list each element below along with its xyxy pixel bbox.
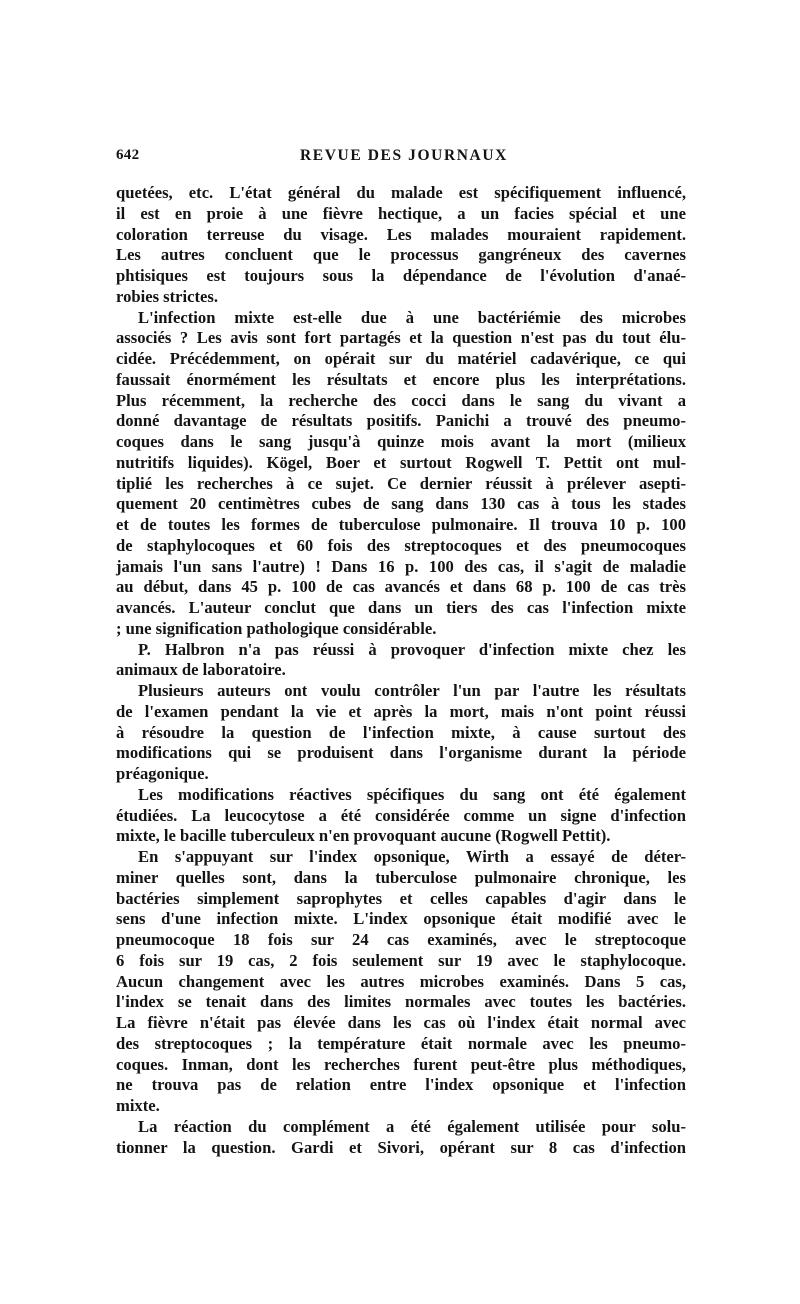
text-line: préagonique. <box>116 764 209 783</box>
text-line: l'index se tenait dans des limites normales avec toutes les bactéries. <box>116 992 686 1012</box>
text-line: La fièvre n'était pas élevée dans les cas où l'index était normal avec <box>116 1013 686 1032</box>
text-line: de l'examen pendant la vie et après la mort, mais n'ont point réussi <box>116 701 686 721</box>
text-line: tiplié les recherches à ce sujet. Ce dernier réussit à prélever asepti- <box>116 473 686 493</box>
text-line: L'infection mixte est-elle due à une bactériémie des microbes <box>138 307 686 327</box>
text-line: de staphylocoques et 60 fois des streptocoques et des pneumocoques <box>116 535 686 555</box>
text-line: robies strictes. <box>116 286 218 306</box>
text-line: coques dans le sang jusqu'à quinze mois avant la mort (milieux <box>116 432 686 451</box>
text-line: mixte, le bacille tuberculeux n'en provoquant aucune (Rogwell Pettit). <box>116 826 611 846</box>
text-line: avancés. L'auteur conclut que dans un tiers des cas l'infection mixte <box>116 598 686 617</box>
text-line: il est en proie à une fièvre hectique, a un facies spécial et une <box>116 203 686 223</box>
text-line: Plus récemment, la recherche des cocci dans le sang du vivant a <box>116 390 686 410</box>
text-line: ; une signification pathologique considérable. <box>116 618 437 638</box>
text-line: jamais l'un sans l'autre) ! Dans 16 p. 100 des cas, il s'agit de maladie <box>116 556 686 576</box>
text-line: La réaction du complément a été également utilisée pour solu- <box>138 1116 686 1136</box>
text-line: nutritifs liquides). Kögel, Boer et surtout Rogwell T. Pettit ont mul- <box>116 452 686 472</box>
body-text <box>116 183 686 1158</box>
text-line: Plusieurs auteurs ont voulu contrôler l'un par l'autre les résultats <box>138 681 686 700</box>
text-line: à résoudre la question de l'infection mixte, à cause surtout des <box>116 722 686 742</box>
text-line: miner quelles sont, dans la tuberculose pulmonaire chronique, les <box>116 867 686 887</box>
text-line: En s'appuyant sur l'index opsonique, Wirth a essayé de déter- <box>138 847 686 866</box>
text-line: ne trouva pas de relation entre l'index opsonique et l'infection <box>116 1075 686 1095</box>
text-line: mixte. <box>116 1096 160 1115</box>
text-line: animaux de laboratoire. <box>116 660 286 680</box>
text-line: au début, dans 45 p. 100 de cas avancés et dans 68 p. 100 de cas très <box>116 577 686 597</box>
text-line: cidée. Précédemment, on opérait sur du matériel cadavérique, ce qui <box>116 349 686 368</box>
text-line: pneumocoque 18 fois sur 24 cas examinés, avec le streptocoque <box>116 930 686 949</box>
running-title: REVUE DES JOURNAUX <box>300 147 508 164</box>
text-line: Aucun changement avec les autres microbes examinés. Dans 5 cas, <box>116 971 686 991</box>
text-line: phtisiques est toujours sous la dépendance de l'évolution d'anaé- <box>116 266 686 285</box>
text-line: des streptocoques ; la température était normale avec les pneumo- <box>116 1033 686 1053</box>
text-line: quetées, etc. L'état général du malade est spécifiquement influencé, <box>116 183 686 202</box>
text-line: Les modifications réactives spécifiques du sang ont été également <box>138 784 686 804</box>
text-line: étudiées. La leucocytose a été considérée comme un signe d'infection <box>116 805 686 825</box>
text-line: Les autres concluent que le processus gangréneux des cavernes <box>116 245 686 265</box>
text-line: coloration terreuse du visage. Les malades mouraient rapidement. <box>116 224 686 244</box>
text-line: P. Halbron n'a pas réussi à provoquer d'infection mixte chez les <box>138 639 686 659</box>
text-line: sens d'une infection mixte. L'index opsonique était modifié avec le <box>116 909 686 929</box>
text-line: bactéries simplement saprophytes et celles capables d'agir dans le <box>116 888 686 908</box>
text-line: tionner la question. Gardi et Sivori, opérant sur 8 cas d'infection <box>116 1137 686 1157</box>
text-line: 6 fois sur 19 cas, 2 fois seulement sur 19 avec le staphylocoque. <box>116 950 686 970</box>
page-number: 642 <box>116 147 140 163</box>
page-header <box>116 147 686 169</box>
text-line: faussait énormément les résultats et encore plus les interprétations. <box>116 369 686 389</box>
text-line: modifications qui se produisent dans l'organisme durant la période <box>116 743 686 763</box>
text-line: donné davantage de résultats positifs. Panichi a trouvé des pneumo- <box>116 411 686 431</box>
text-line: coques. Inman, dont les recherches furent peut-être plus méthodiques, <box>116 1054 686 1074</box>
text-line: et de toutes les formes de tuberculose pulmonaire. Il trouva 10 p. 100 <box>116 515 686 534</box>
text-line: associés ? Les avis sont fort partagés et la question n'est pas du tout élu- <box>116 328 686 348</box>
text-line: quement 20 centimètres cubes de sang dans 130 cas à tous les stades <box>116 494 686 514</box>
